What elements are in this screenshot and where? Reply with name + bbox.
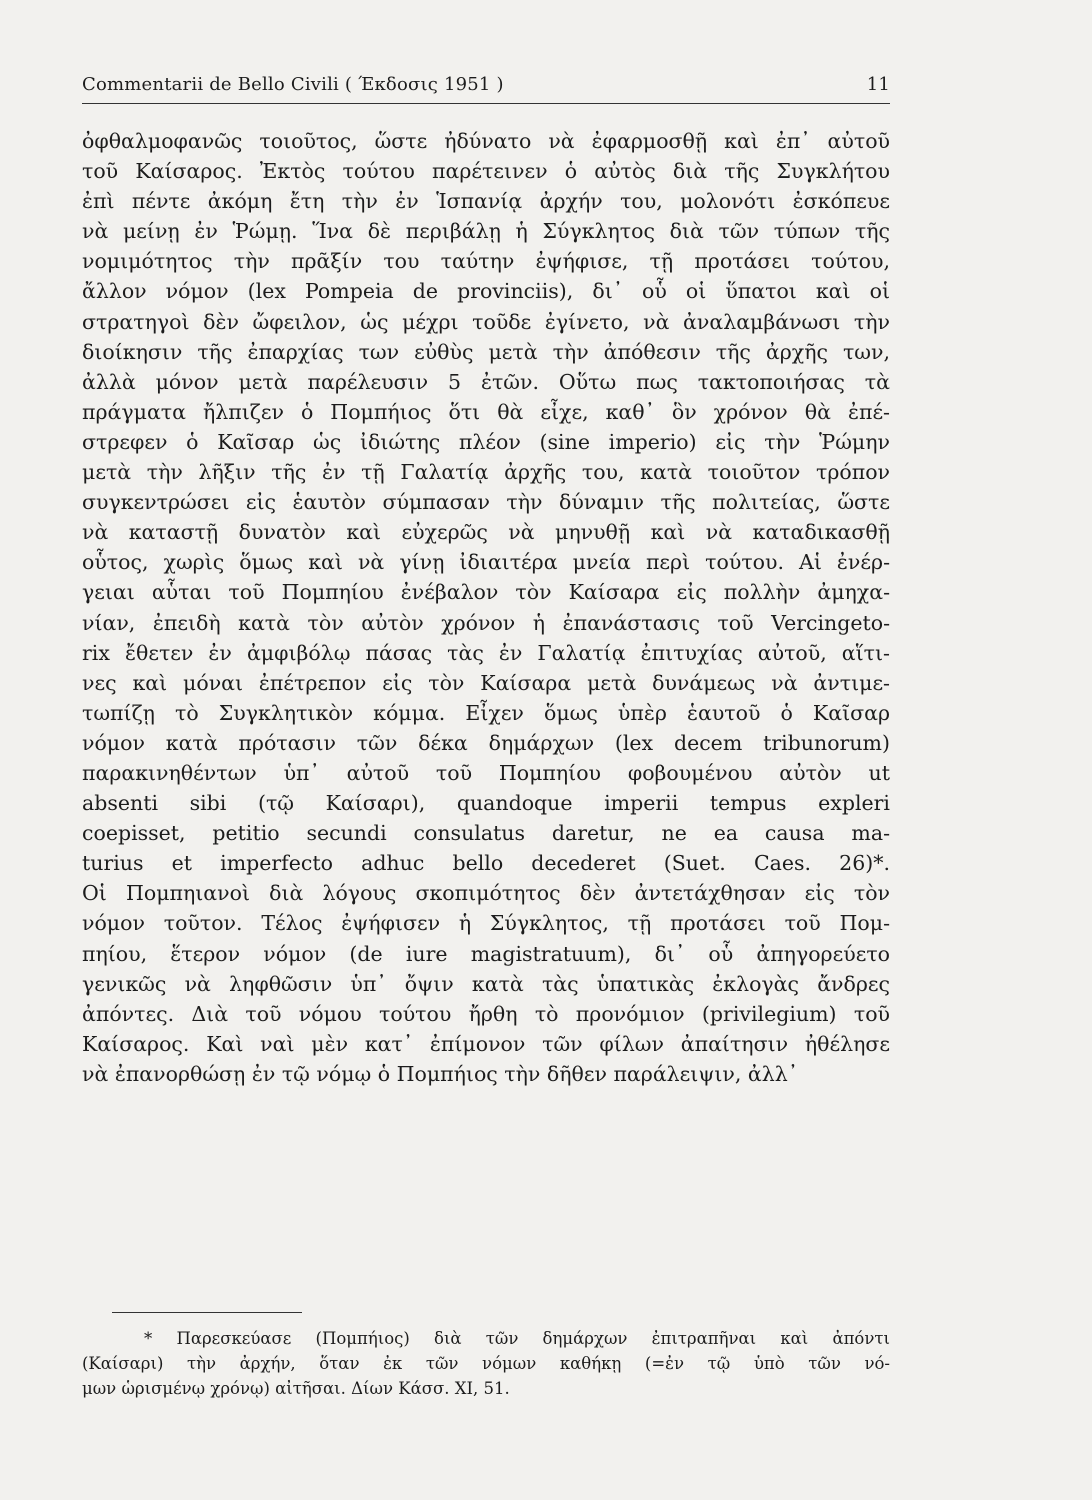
page-number: 11: [866, 74, 890, 95]
body-line: rix ἔθετεν ἐν ἀμφιβόλῳ πάσας τὰς ἐν Γαλατίᾳ ἐπιτυχίας αὐτοῦ, αἵτι-: [82, 640, 890, 665]
body-line: γειαι αὗται τοῦ Πομπηίου ἐνέβαλον τὸν Καίσαρα εἰς πολλὴν ἀμηχα-: [82, 580, 890, 605]
body-line: πηίου, ἕτερον νόμον (de iure magistratuum), δι᾽ οὗ ἀπηγορεύετο: [82, 941, 890, 966]
body-line: τωπίζῃ τὸ Συγκλητικὸν κόμμα. Εἶχεν ὅμως ὑπὲρ ἑαυτοῦ ὁ Καῖσαρ: [82, 700, 890, 725]
footnote-rule: [112, 1312, 302, 1313]
body-line: νὰ ἐπανορθώσῃ ἐν τῷ νόμῳ ὁ Πομπήιος τὴν δῆθεν παράλειψιν, ἀλλ᾽: [82, 1061, 799, 1086]
body-line: τοῦ Καίσαρος. Ἐκτὸς τούτου παρέτεινεν ὁ αὐτὸς διὰ τῆς Συγκλήτου: [82, 159, 890, 184]
header-rule: [82, 103, 890, 104]
body-line: πράγματα ἤλπιζεν ὁ Πομπήιος ὅτι θὰ εἶχε, καθ᾽ ὃν χρόνον θὰ ἐπέ-: [82, 399, 890, 424]
body-line: ἀπόντες. Διὰ τοῦ νόμου τούτου ἤρθη τὸ προνόμιον (privilegium) τοῦ: [82, 1001, 890, 1026]
body-line: μετὰ τὴν λῆξιν τῆς ἐν τῇ Γαλατίᾳ ἀρχῆς του, κατὰ τοιοῦτον τρόπον: [82, 460, 890, 485]
body-line: coepisset, petitio secundi consulatus daretur, ne ea causa ma-: [82, 821, 890, 846]
footnote-line: * Παρεσκεύασε (Πομπήιος) διὰ τῶν δημάρχων ἐπιτραπῆναι καὶ ἀπόντι: [144, 1329, 890, 1348]
footnote: [82, 1326, 890, 1401]
running-title: Commentarii de Bello Civili ( Έκδοσις 1951 ): [82, 74, 504, 95]
body-line: νὰ μείνῃ ἐν Ῥώμῃ. Ἵνα δὲ περιβάλῃ ἡ Σύγκλητος διὰ τῶν τύπων τῆς: [82, 219, 890, 244]
body-line: ἀλλὰ μόνον μετὰ παρέλευσιν 5 ἐτῶν. Οὕτω πως τακτοποιήσας τὰ: [82, 369, 890, 394]
page-header: [82, 74, 890, 95]
body-line: ἄλλον νόμον (lex Pompeia de provinciis), δι᾽ οὗ οἱ ὕπατοι καὶ οἱ: [82, 279, 890, 304]
body-line: οὗτος, χωρὶς ὅμως καὶ νὰ γίνῃ ἰδιαιτέρα μνεία περὶ τούτου. Αἱ ἐνέρ-: [82, 550, 890, 575]
body-line: Οἱ Πομπηιανοὶ διὰ λόγους σκοπιμότητος δὲν ἀντετάχθησαν εἰς τὸν: [82, 881, 890, 906]
body-line: turius et imperfecto adhuc bello decederet (Suet. Caes. 26)*.: [82, 851, 890, 876]
body-line: ἐπὶ πέντε ἀκόμη ἔτη τὴν ἐν Ἱσπανίᾳ ἀρχήν του, μολονότι ἐσκόπευε: [82, 189, 890, 214]
body-line: συγκεντρώσει εἰς ἑαυτὸν σύμπασαν τὴν δύναμιν τῆς πολιτείας, ὥστε: [82, 490, 890, 515]
body-line: νόμον τοῦτον. Τέλος ἐψήφισεν ἡ Σύγκλητος, τῇ προτάσει τοῦ Πομ-: [82, 911, 890, 936]
body-line: ὀφθαλμοφανῶς τοιοῦτος, ὥστε ἠδύνατο νὰ ἐφαρμοσθῇ καὶ ἐπ᾽ αὐτοῦ: [82, 129, 890, 153]
body-line: στρατηγοὶ δὲν ὤφειλον, ὡς μέχρι τοῦδε ἐγίνετο, νὰ ἀναλαμβάνωσι τὴν: [82, 309, 890, 334]
body-line: νες καὶ μόναι ἐπέτρεπον εἰς τὸν Καίσαρα μετὰ δυνάμεως νὰ ἀντιμε-: [82, 670, 890, 695]
body-line: Καίσαρος. Καὶ ναὶ μὲν κατ᾽ ἐπίμονον τῶν φίλων ἀπαίτησιν ἠθέλησε: [82, 1031, 890, 1056]
body-text: [82, 126, 890, 1089]
body-line: absenti sibi (τῷ Καίσαρι), quandoque imperii tempus expleri: [82, 791, 890, 816]
body-line: γενικῶς νὰ ληφθῶσιν ὑπ᾽ ὄψιν κατὰ τὰς ὑπατικὰς ἐκλογὰς ἄνδρες: [82, 971, 890, 996]
body-line: νομιμότητος τὴν πρᾶξίν του ταύτην ἐψήφισε, τῇ προτάσει τούτου,: [82, 249, 890, 274]
body-line: παρακινηθέντων ὑπ᾽ αὐτοῦ τοῦ Πομπηίου φοβουμένου αὐτὸν ut: [82, 760, 890, 785]
body-line: νίαν, ἐπειδὴ κατὰ τὸν αὐτὸν χρόνον ἡ ἐπανάστασις τοῦ Vercingeto-: [82, 610, 890, 635]
body-line: νόμον κατὰ πρότασιν τῶν δέκα δημάρχων (lex decem tribunorum): [82, 730, 890, 755]
body-line: διοίκησιν τῆς ἐπαρχίας των εὐθὺς μετὰ τὴν ἀπόθεσιν τῆς ἀρχῆς των,: [82, 339, 890, 364]
body-line: νὰ καταστῇ δυνατὸν καὶ εὐχερῶς νὰ μηνυθῇ καὶ νὰ καταδικασθῇ: [82, 520, 890, 545]
footnote-line: (Καίσαρι) τὴν ἀρχήν, ὅταν ἐκ τῶν νόμων καθήκῃ (=ἐν τῷ ὑπὸ τῶν νό-: [82, 1354, 890, 1373]
footnote-line: μων ὡρισμένῳ χρόνῳ) αἰτῆσαι. Δίων Κάσσ. XI, 51.: [82, 1379, 510, 1398]
body-line: στρεφεν ὁ Καῖσαρ ὡς ἰδιώτης πλέον (sine imperio) εἰς τὴν Ῥώμην: [82, 429, 890, 454]
